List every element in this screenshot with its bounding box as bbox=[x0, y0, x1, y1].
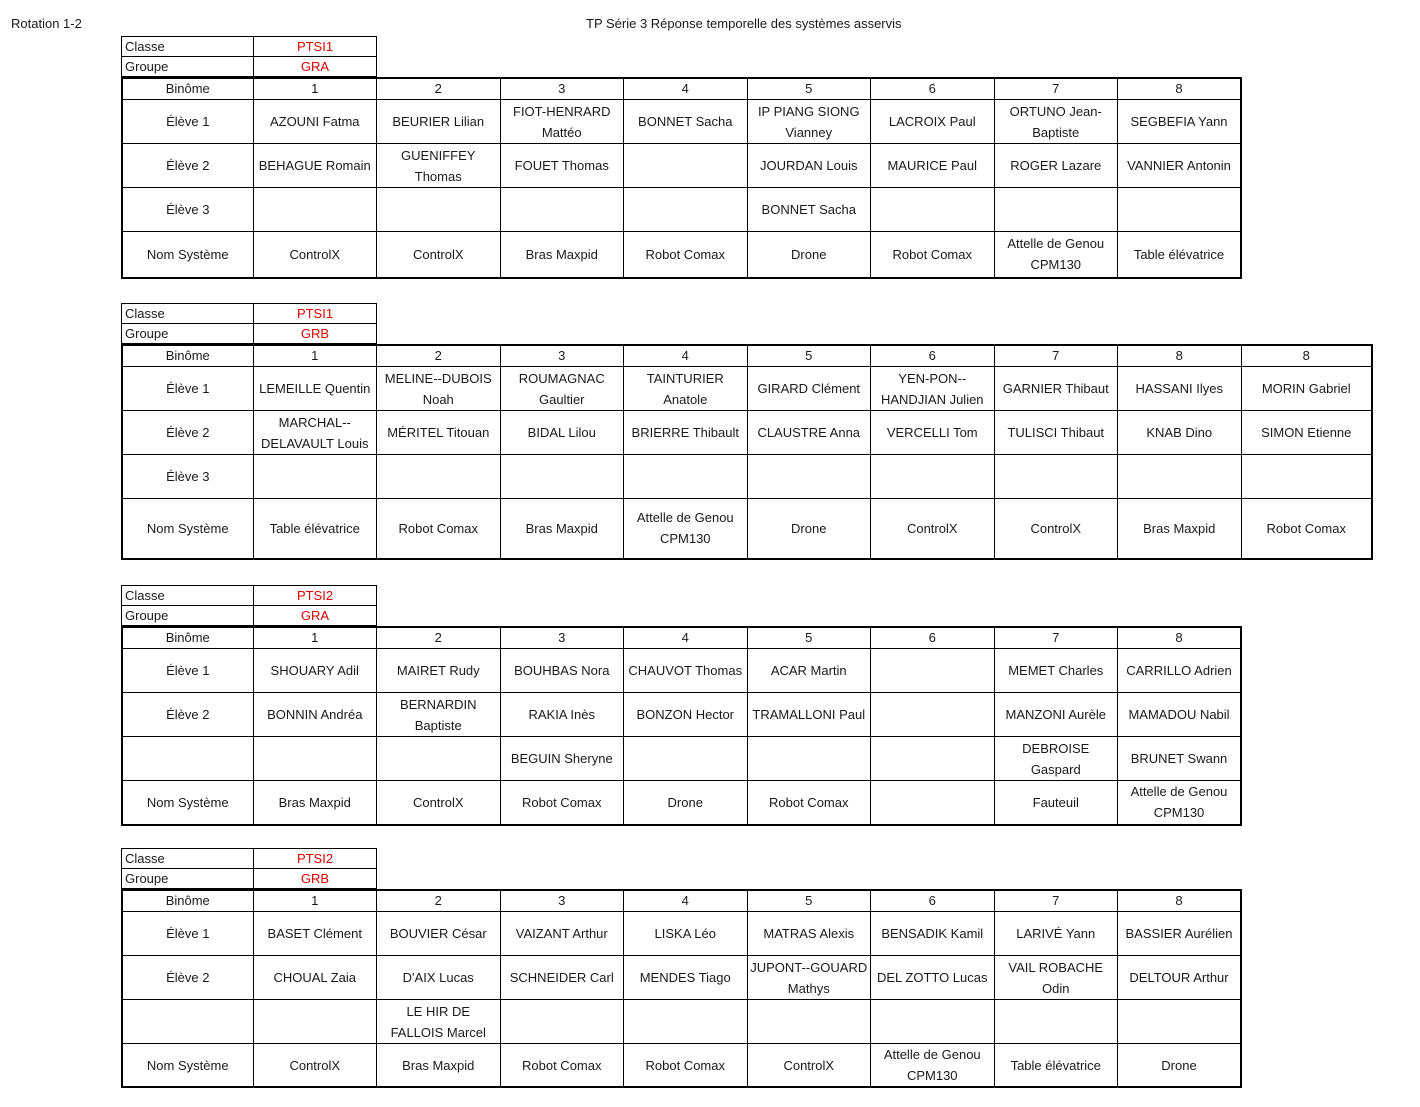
row-label: Nom Système bbox=[122, 232, 253, 278]
classe-value: PTSI1 bbox=[254, 37, 377, 57]
binome-number: 5 bbox=[747, 890, 871, 912]
student-cell: BEURIER Lilian bbox=[377, 100, 501, 144]
student-cell: BRUNET Swann bbox=[1118, 737, 1242, 781]
student-cell: BEHAGUE Romain bbox=[253, 144, 377, 188]
student-cell: ORTUNO Jean-Baptiste bbox=[994, 100, 1118, 144]
student-cell: GARNIER Thibaut bbox=[994, 367, 1118, 411]
student-cell: IP PIANG SIONG Vianney bbox=[747, 100, 871, 144]
student-cell: BONNIN Andréa bbox=[253, 693, 377, 737]
binome-number: 6 bbox=[871, 78, 995, 100]
student-cell: ControlX bbox=[377, 781, 501, 825]
student-cell: DEBROISE Gaspard bbox=[994, 737, 1118, 781]
binome-header-row bbox=[122, 345, 1372, 367]
binome-grid bbox=[121, 344, 1373, 560]
student-cell: Robot Comax bbox=[500, 781, 624, 825]
student-cell bbox=[500, 1000, 624, 1044]
student-cell: Robot Comax bbox=[377, 499, 501, 559]
table-row bbox=[122, 144, 1241, 188]
binome-number: 3 bbox=[500, 627, 624, 649]
student-cell bbox=[871, 693, 995, 737]
student-cell bbox=[500, 455, 624, 499]
student-cell bbox=[1241, 455, 1372, 499]
student-cell bbox=[253, 455, 377, 499]
student-cell bbox=[377, 737, 501, 781]
class-group-header bbox=[121, 585, 377, 626]
student-cell: BASSIER Aurélien bbox=[1118, 912, 1242, 956]
student-cell: Bras Maxpid bbox=[377, 1044, 501, 1088]
student-cell bbox=[624, 144, 748, 188]
student-cell bbox=[747, 455, 871, 499]
student-cell: LEMEILLE Quentin bbox=[253, 367, 377, 411]
binome-number: 4 bbox=[624, 627, 748, 649]
binome-grid bbox=[121, 626, 1242, 826]
student-cell: TAINTURIER Anatole bbox=[624, 367, 748, 411]
row-label: Élève 3 bbox=[122, 455, 253, 499]
student-cell: MELINE--DUBOIS Noah bbox=[377, 367, 501, 411]
student-cell bbox=[994, 455, 1118, 499]
student-cell bbox=[1118, 455, 1242, 499]
student-cell: SHOUARY Adil bbox=[253, 649, 377, 693]
row-label: Élève 2 bbox=[122, 956, 253, 1000]
student-cell bbox=[377, 188, 501, 232]
binome-grid bbox=[121, 77, 1242, 279]
table-row bbox=[122, 956, 1241, 1000]
binome-header-row bbox=[122, 78, 1241, 100]
student-cell: MAIRET Rudy bbox=[377, 649, 501, 693]
row-label: Élève 1 bbox=[122, 367, 253, 411]
student-cell bbox=[624, 737, 748, 781]
student-cell: MARCHAL--DELAVAULT Louis bbox=[253, 411, 377, 455]
student-cell bbox=[871, 781, 995, 825]
classe-value: PTSI2 bbox=[254, 586, 377, 606]
binome-number: 6 bbox=[871, 627, 995, 649]
student-cell: Bras Maxpid bbox=[253, 781, 377, 825]
classe-value: PTSI2 bbox=[254, 849, 377, 869]
student-cell: MORIN Gabriel bbox=[1241, 367, 1372, 411]
student-cell: MÉRITEL Titouan bbox=[377, 411, 501, 455]
student-cell: MAURICE Paul bbox=[871, 144, 995, 188]
student-cell: Fauteuil bbox=[994, 781, 1118, 825]
student-cell: MAMADOU Nabil bbox=[1118, 693, 1242, 737]
student-cell: Drone bbox=[624, 781, 748, 825]
group-block bbox=[121, 848, 1242, 1088]
student-cell: Drone bbox=[747, 232, 871, 278]
binome-number: 8 bbox=[1118, 78, 1242, 100]
student-cell: CHAUVOT Thomas bbox=[624, 649, 748, 693]
table-row bbox=[122, 649, 1241, 693]
student-cell bbox=[871, 737, 995, 781]
student-cell: AZOUNI Fatma bbox=[253, 100, 377, 144]
row-label: Élève 3 bbox=[122, 188, 253, 232]
class-group-header bbox=[121, 36, 377, 77]
student-cell: ControlX bbox=[253, 232, 377, 278]
student-cell: BIDAL Lilou bbox=[500, 411, 624, 455]
student-cell: Robot Comax bbox=[500, 1044, 624, 1088]
student-cell: HASSANI Ilyes bbox=[1118, 367, 1242, 411]
student-cell: SCHNEIDER Carl bbox=[500, 956, 624, 1000]
student-cell: ControlX bbox=[994, 499, 1118, 559]
student-cell: ROGER Lazare bbox=[994, 144, 1118, 188]
student-cell: VAIL ROBACHE Odin bbox=[994, 956, 1118, 1000]
student-cell: Table élévatrice bbox=[994, 1044, 1118, 1088]
table-row bbox=[122, 100, 1241, 144]
student-cell: Attelle de Genou CPM130 bbox=[871, 1044, 995, 1088]
student-cell: ROUMAGNAC Gaultier bbox=[500, 367, 624, 411]
student-cell: BENSADIK Kamil bbox=[871, 912, 995, 956]
student-cell: BOUVIER César bbox=[377, 912, 501, 956]
row-label: Élève 1 bbox=[122, 649, 253, 693]
student-cell: RAKIA Inès bbox=[500, 693, 624, 737]
student-cell: BONNET Sacha bbox=[624, 100, 748, 144]
student-cell: Robot Comax bbox=[624, 232, 748, 278]
student-cell: SEGBEFIA Yann bbox=[1118, 100, 1242, 144]
student-cell: CARRILLO Adrien bbox=[1118, 649, 1242, 693]
table-row bbox=[122, 781, 1241, 825]
groupe-value: GRB bbox=[254, 869, 377, 889]
student-cell: JUPONT--GOUARD Mathys bbox=[747, 956, 871, 1000]
student-cell: Robot Comax bbox=[871, 232, 995, 278]
binome-header-row bbox=[122, 890, 1241, 912]
student-cell: Drone bbox=[747, 499, 871, 559]
student-cell: BASET Clément bbox=[253, 912, 377, 956]
student-cell: LISKA Léo bbox=[624, 912, 748, 956]
student-cell: VERCELLI Tom bbox=[871, 411, 995, 455]
student-cell: Attelle de Genou CPM130 bbox=[994, 232, 1118, 278]
binome-number: 8 bbox=[1118, 345, 1242, 367]
row-label: Élève 1 bbox=[122, 912, 253, 956]
table-row bbox=[122, 188, 1241, 232]
student-cell: BOUHBAS Nora bbox=[500, 649, 624, 693]
student-cell bbox=[747, 1000, 871, 1044]
student-cell: TRAMALLONI Paul bbox=[747, 693, 871, 737]
student-cell: SIMON Etienne bbox=[1241, 411, 1372, 455]
binome-number: 8 bbox=[1118, 627, 1242, 649]
binome-number: 5 bbox=[747, 627, 871, 649]
student-cell: MANZONI Aurèle bbox=[994, 693, 1118, 737]
student-cell: D'AIX Lucas bbox=[377, 956, 501, 1000]
student-cell: BONZON Hector bbox=[624, 693, 748, 737]
classe-value: PTSI1 bbox=[254, 304, 377, 324]
document-title: TP Série 3 Réponse temporelle des systèmes asservis bbox=[586, 16, 902, 31]
groupe-label: Groupe bbox=[122, 869, 254, 889]
table-row bbox=[122, 367, 1372, 411]
row-label: Nom Système bbox=[122, 1044, 253, 1088]
student-cell bbox=[871, 649, 995, 693]
binome-label: Binôme bbox=[122, 627, 253, 649]
table-row bbox=[122, 693, 1241, 737]
student-cell bbox=[500, 188, 624, 232]
binome-number: 4 bbox=[624, 345, 748, 367]
binome-number: 7 bbox=[994, 78, 1118, 100]
student-cell bbox=[871, 188, 995, 232]
student-cell bbox=[871, 455, 995, 499]
student-cell: BERNARDIN Baptiste bbox=[377, 693, 501, 737]
row-label: Élève 2 bbox=[122, 411, 253, 455]
student-cell: CHOUAL Zaia bbox=[253, 956, 377, 1000]
classe-label: Classe bbox=[122, 849, 254, 869]
binome-label: Binôme bbox=[122, 890, 253, 912]
student-cell bbox=[253, 188, 377, 232]
student-cell bbox=[377, 455, 501, 499]
student-cell: JOURDAN Louis bbox=[747, 144, 871, 188]
student-cell bbox=[871, 1000, 995, 1044]
group-block bbox=[121, 585, 1242, 826]
student-cell: MATRAS Alexis bbox=[747, 912, 871, 956]
groupe-value: GRA bbox=[254, 606, 377, 626]
table-row bbox=[122, 411, 1372, 455]
row-label bbox=[122, 737, 253, 781]
binome-number: 5 bbox=[747, 345, 871, 367]
row-label: Élève 2 bbox=[122, 144, 253, 188]
student-cell: Attelle de Genou CPM130 bbox=[1118, 781, 1242, 825]
binome-number: 5 bbox=[747, 78, 871, 100]
binome-header-row bbox=[122, 627, 1241, 649]
student-cell: Robot Comax bbox=[624, 1044, 748, 1088]
student-cell: ControlX bbox=[253, 1044, 377, 1088]
binome-number: 2 bbox=[377, 78, 501, 100]
student-cell bbox=[747, 737, 871, 781]
student-cell: ControlX bbox=[377, 232, 501, 278]
rotation-label: Rotation 1-2 bbox=[11, 16, 82, 31]
class-group-header bbox=[121, 303, 377, 344]
student-cell bbox=[1118, 1000, 1242, 1044]
classe-label: Classe bbox=[122, 586, 254, 606]
binome-label: Binôme bbox=[122, 345, 253, 367]
table-row bbox=[122, 1000, 1241, 1044]
student-cell: LARIVÉ Yann bbox=[994, 912, 1118, 956]
student-cell: Attelle de Genou CPM130 bbox=[624, 499, 748, 559]
binome-number: 4 bbox=[624, 890, 748, 912]
student-cell bbox=[624, 188, 748, 232]
groupe-value: GRA bbox=[254, 57, 377, 77]
binome-label: Binôme bbox=[122, 78, 253, 100]
row-label: Nom Système bbox=[122, 781, 253, 825]
row-label bbox=[122, 1000, 253, 1044]
binome-grid bbox=[121, 889, 1242, 1088]
binome-number: 6 bbox=[871, 345, 995, 367]
student-cell: Table élévatrice bbox=[1118, 232, 1242, 278]
binome-number: 3 bbox=[500, 78, 624, 100]
student-cell bbox=[1118, 188, 1242, 232]
binome-number: 2 bbox=[377, 345, 501, 367]
binome-number: 1 bbox=[253, 345, 377, 367]
student-cell: Robot Comax bbox=[1241, 499, 1372, 559]
student-cell: DEL ZOTTO Lucas bbox=[871, 956, 995, 1000]
student-cell: VANNIER Antonin bbox=[1118, 144, 1242, 188]
student-cell: KNAB Dino bbox=[1118, 411, 1242, 455]
student-cell bbox=[253, 737, 377, 781]
row-label: Nom Système bbox=[122, 499, 253, 559]
binome-number: 2 bbox=[377, 627, 501, 649]
binome-number: 8 bbox=[1241, 345, 1372, 367]
student-cell: Bras Maxpid bbox=[500, 499, 624, 559]
binome-number: 8 bbox=[1118, 890, 1242, 912]
student-cell bbox=[994, 1000, 1118, 1044]
student-cell: DELTOUR Arthur bbox=[1118, 956, 1242, 1000]
group-block bbox=[121, 36, 1242, 279]
student-cell: TULISCI Thibaut bbox=[994, 411, 1118, 455]
classe-label: Classe bbox=[122, 304, 254, 324]
student-cell: MEMET Charles bbox=[994, 649, 1118, 693]
student-cell: Bras Maxpid bbox=[500, 232, 624, 278]
binome-number: 4 bbox=[624, 78, 748, 100]
row-label: Élève 2 bbox=[122, 693, 253, 737]
binome-number: 1 bbox=[253, 78, 377, 100]
student-cell: MENDES Tiago bbox=[624, 956, 748, 1000]
student-cell: ControlX bbox=[747, 1044, 871, 1088]
student-cell: BRIERRE Thibault bbox=[624, 411, 748, 455]
student-cell: YEN-PON--HANDJIAN Julien bbox=[871, 367, 995, 411]
binome-number: 7 bbox=[994, 890, 1118, 912]
binome-number: 7 bbox=[994, 345, 1118, 367]
student-cell: LE HIR DE FALLOIS Marcel bbox=[377, 1000, 501, 1044]
student-cell: CLAUSTRE Anna bbox=[747, 411, 871, 455]
student-cell bbox=[624, 455, 748, 499]
student-cell bbox=[994, 188, 1118, 232]
student-cell: GUENIFFEY Thomas bbox=[377, 144, 501, 188]
groupe-label: Groupe bbox=[122, 324, 254, 344]
student-cell: FOUET Thomas bbox=[500, 144, 624, 188]
student-cell: Robot Comax bbox=[747, 781, 871, 825]
student-cell: FIOT-HENRARD Mattéo bbox=[500, 100, 624, 144]
groupe-value: GRB bbox=[254, 324, 377, 344]
class-group-header bbox=[121, 848, 377, 889]
table-row bbox=[122, 1044, 1241, 1088]
binome-number: 1 bbox=[253, 890, 377, 912]
student-cell: LACROIX Paul bbox=[871, 100, 995, 144]
student-cell: Bras Maxpid bbox=[1118, 499, 1242, 559]
groupe-label: Groupe bbox=[122, 57, 254, 77]
student-cell bbox=[253, 1000, 377, 1044]
student-cell: ControlX bbox=[871, 499, 995, 559]
table-row bbox=[122, 737, 1241, 781]
student-cell: Drone bbox=[1118, 1044, 1242, 1088]
group-block bbox=[121, 303, 1373, 560]
groupe-label: Groupe bbox=[122, 606, 254, 626]
classe-label: Classe bbox=[122, 37, 254, 57]
table-row bbox=[122, 912, 1241, 956]
student-cell bbox=[624, 1000, 748, 1044]
binome-number: 2 bbox=[377, 890, 501, 912]
binome-number: 7 bbox=[994, 627, 1118, 649]
table-row bbox=[122, 455, 1372, 499]
binome-number: 3 bbox=[500, 345, 624, 367]
binome-number: 6 bbox=[871, 890, 995, 912]
table-row bbox=[122, 232, 1241, 278]
student-cell: VAIZANT Arthur bbox=[500, 912, 624, 956]
student-cell: Table élévatrice bbox=[253, 499, 377, 559]
row-label: Élève 1 bbox=[122, 100, 253, 144]
student-cell: ACAR Martin bbox=[747, 649, 871, 693]
student-cell: BEGUIN Sheryne bbox=[500, 737, 624, 781]
student-cell: BONNET Sacha bbox=[747, 188, 871, 232]
student-cell: GIRARD Clément bbox=[747, 367, 871, 411]
table-row bbox=[122, 499, 1372, 559]
binome-number: 1 bbox=[253, 627, 377, 649]
binome-number: 3 bbox=[500, 890, 624, 912]
